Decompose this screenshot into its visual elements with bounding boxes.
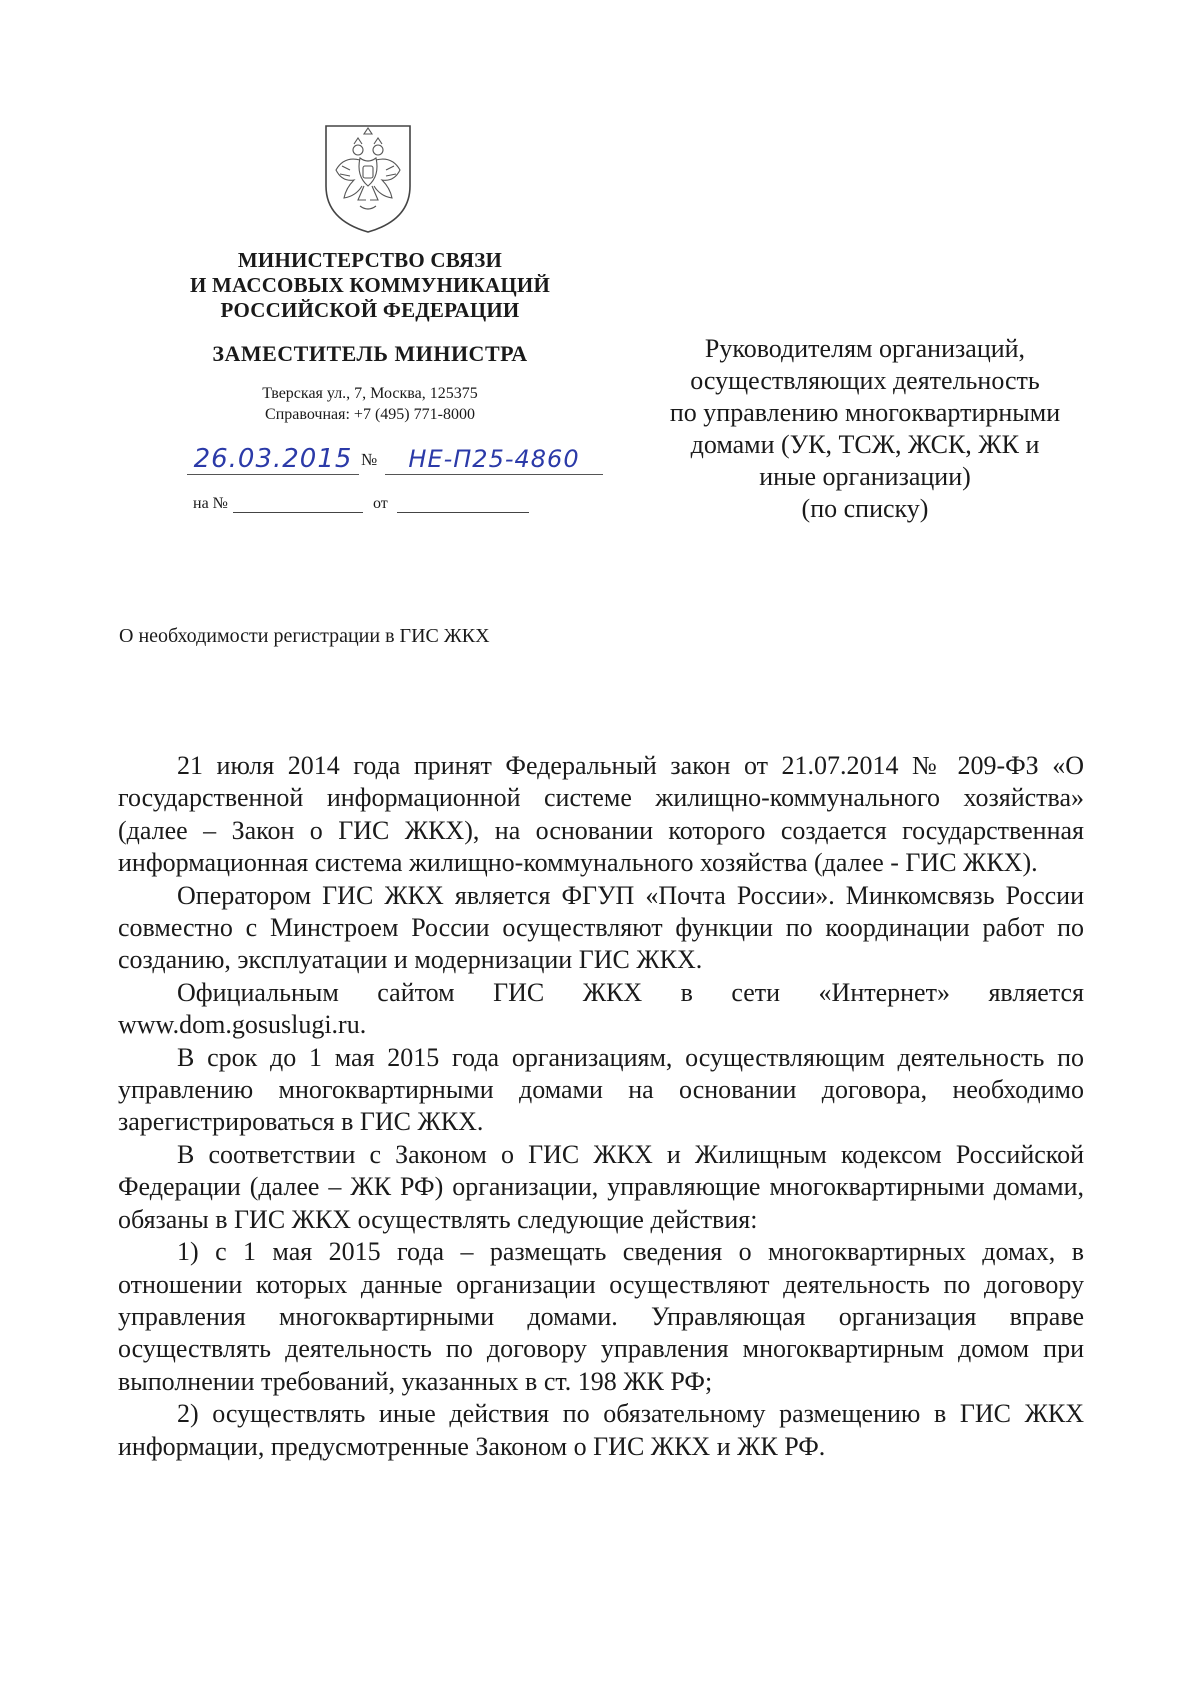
number-sign: № bbox=[361, 450, 378, 469]
addressee-line: домами (УК, ТСЖ, ЖСК, ЖК и bbox=[690, 430, 1040, 459]
body-paragraph: 21 июля 2014 года принят Федеральный закон от 21.07.2014 № 209-ФЗ «О государственной информационной системе жилищно-коммунального хозяйства» (далее – Закон о ГИС ЖКХ), на основании которого создается государственная информационная система жилищно-коммунального хозяйства (далее - ГИС ЖКХ). bbox=[118, 751, 1084, 878]
ministry-phone: Справочная: +7 (495) 771-8000 bbox=[265, 406, 475, 423]
registration-number: НЕ-П25-4860 bbox=[385, 444, 603, 475]
reference-date-label: от bbox=[373, 495, 388, 512]
letter-body bbox=[118, 750, 1084, 1463]
ministry-name-line-3: РОССИЙСКОЙ ФЕДЕРАЦИИ bbox=[220, 298, 520, 322]
body-paragraph: Оператором ГИС ЖКХ является ФГУП «Почта России». Минкомсвязь России совместно с Минстроем России осуществляют функции по координации работ по созданию, эксплуатации и модернизации ГИС ЖКХ. bbox=[118, 880, 1084, 975]
registration-date: 26.03.2015 bbox=[187, 444, 359, 475]
addressee-line: иные организации) bbox=[759, 462, 971, 491]
body-paragraph: 2) осуществлять иные действия по обязательному размещению в ГИС ЖКХ информации, предусмотренные Законом о ГИС ЖКХ и ЖК РФ. bbox=[118, 1399, 1084, 1461]
reference-number-blank bbox=[233, 512, 363, 513]
ministry-address: Тверская ул., 7, Москва, 125375 bbox=[262, 385, 478, 402]
addressee-line: (по списку) bbox=[801, 494, 929, 523]
addressee-block bbox=[640, 333, 1090, 525]
coat-of-arms-emblem bbox=[320, 120, 416, 236]
reference-date-blank bbox=[397, 512, 529, 513]
position-title: ЗАМЕСТИТЕЛЬ МИНИСТРА bbox=[212, 341, 528, 366]
body-paragraph: В срок до 1 мая 2015 года организациям, осуществляющим деятельность по управлению многоквартирными домами на основании договора, необходимо зарегистрироваться в ГИС ЖКХ. bbox=[118, 1042, 1084, 1137]
addressee-line: по управлению многоквартирными bbox=[669, 398, 1061, 427]
body-paragraph: В соответствии с Законом о ГИС ЖКХ и Жилищным кодексом Российской Федерации (далее – ЖК РФ) организации, управляющие многоквартирными домами, обязаны в ГИС ЖКХ осуществлять следующие действия: bbox=[118, 1139, 1084, 1234]
letter-subject: О необходимости регистрации в ГИС ЖКХ bbox=[119, 625, 490, 647]
body-paragraph: Официальным сайтом ГИС ЖКХ в сети «Интернет» является www.dom.gosuslugi.ru. bbox=[118, 977, 1084, 1040]
registration-line bbox=[185, 444, 605, 478]
addressee-line: осуществляющих деятельность bbox=[690, 366, 1040, 395]
ministry-name-line-2: И МАССОВЫХ КОММУНИКАЦИЙ bbox=[190, 273, 550, 297]
body-paragraph: 1) с 1 мая 2015 года – размещать сведения о многоквартирных домах, в отношении которых данные организации осуществляют деятельность по договору управления многоквартирными домами. Управляющая организация вправе осуществлять деятельность по договору управления многоквартирным домом при выполнении требований, указанных в ст. 198 ЖК РФ; bbox=[118, 1237, 1084, 1396]
reference-number-label: на № bbox=[193, 495, 228, 512]
letterhead bbox=[160, 248, 580, 425]
ministry-name-line-1: МИНИСТЕРСТВО СВЯЗИ bbox=[237, 248, 503, 272]
addressee-line: Руководителям организаций, bbox=[704, 334, 1026, 363]
